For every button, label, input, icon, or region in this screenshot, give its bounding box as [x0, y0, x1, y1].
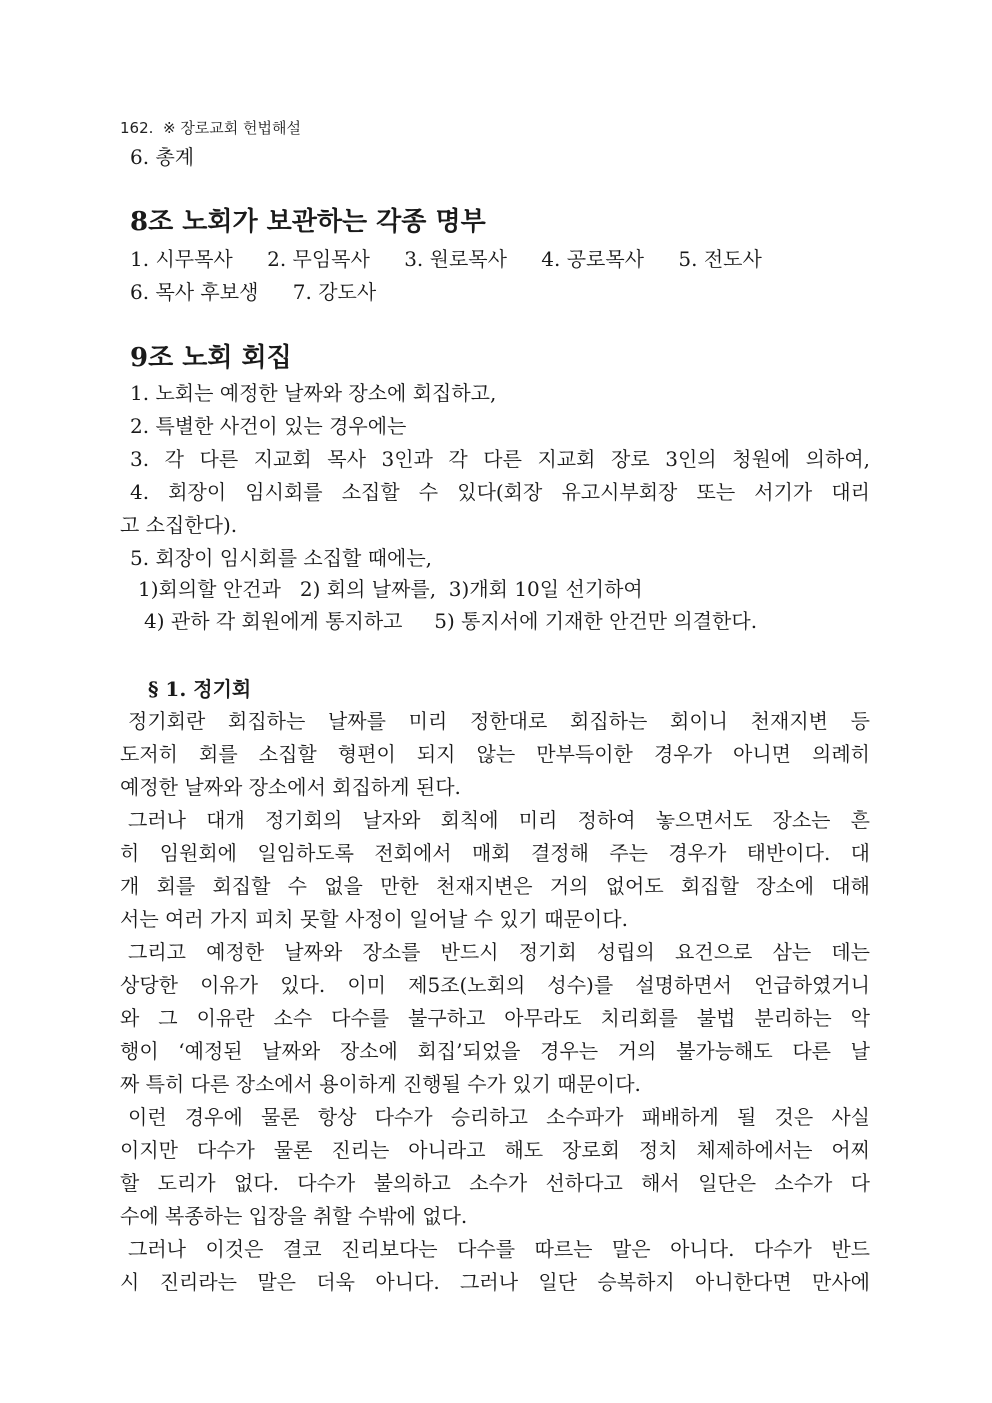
paragraph-line: 개 회를 회집할 수 없을 만한 천재지변은 거의 없어도 회집할 장소에 대해	[120, 874, 870, 898]
article9-line: 4) 관하 각 회원에게 통지하고 5) 통지서에 기재한 안건만 의결한다.	[144, 609, 758, 633]
article9-line: 1)회의할 안건과 2) 회의 날짜를, 3)개회 10일 선기하여	[138, 577, 643, 601]
article9-line: 2. 특별한 사건이 있는 경우에는	[130, 414, 407, 438]
paragraph-line: 서는 여러 가지 피치 못할 사정이 일어날 수 있기 때문이다.	[120, 907, 628, 931]
list-item: 6. 목사 후보생	[130, 280, 259, 304]
paragraph-line: 상당한 이유가 있다. 이미 제5조(노회의 성수)를 설명하면서 언급하였거니	[120, 973, 870, 997]
book-title: 장로교회 헌법해설	[180, 119, 302, 137]
paragraph-line: 와 그 이유란 소수 다수를 불구하고 아무라도 치리회를 불법 분리하는 악	[120, 1006, 870, 1030]
intro-item: 6. 총계	[130, 145, 195, 169]
article8-items-row1	[130, 244, 880, 274]
list-item: 5. 전도사	[678, 247, 762, 271]
paragraph-line: 이런 경우에 물론 항상 다수가 승리하고 소수파가 패배하게 될 것은 사실	[128, 1105, 870, 1129]
paragraph-line: 그리고 예정한 날짜와 장소를 반드시 정기회 성립의 요건으로 삼는 데는	[128, 940, 870, 964]
article9-line: 3. 각 다른 지교회 목사 3인과 각 다른 지교회 장로 3인의 청원에 의하여,	[130, 447, 870, 471]
article9-heading: 9조 노회 회집	[130, 343, 292, 373]
paragraph-line: 그러나 이것은 결코 진리보다는 다수를 따르는 말은 아니다. 다수가 반드	[128, 1237, 870, 1261]
paragraph-line: 짜 특히 다른 장소에서 용이하게 진행될 수가 있기 때문이다.	[120, 1072, 641, 1096]
paragraph-line: 시 진리라는 말은 더욱 아니다. 그러나 일단 승복하지 아니한다면 만사에	[120, 1270, 870, 1294]
article9-line: 4. 회장이 임시회를 소집할 수 있다(회장 유고시부회장 또는 서기가 대리	[130, 480, 870, 504]
paragraph-line: 정기회란 회집하는 날짜를 미리 정한대로 회집하는 회이니 천재지변 등	[128, 709, 870, 733]
article8-items-row2	[130, 277, 880, 307]
paragraph-line: 행이 ‘예정된 날짜와 장소에 회집’되었을 경우는 거의 불가능해도 다른 날	[120, 1039, 870, 1063]
reference-mark-icon: ※	[162, 119, 176, 137]
paragraph-line: 이지만 다수가 물론 진리는 아니라고 해도 장로회 정치 체제하에서는 어찌	[120, 1138, 870, 1162]
list-item: 2. 무임목사	[267, 247, 370, 271]
page-header	[120, 118, 870, 138]
article9-line: 1. 노회는 예정한 날짜와 장소에 회집하고,	[130, 381, 497, 405]
article9-line: 고 소집한다).	[120, 513, 238, 537]
article9-line: 5. 회장이 임시회를 소집할 때에는,	[130, 546, 433, 570]
paragraph-line: 수에 복종하는 입장을 취할 수밖에 없다.	[120, 1204, 468, 1228]
list-item: 4. 공로목사	[541, 247, 645, 271]
page-number: 162.	[120, 119, 154, 137]
list-item: 3. 원로목사	[404, 247, 507, 271]
paragraph-line: 히 임원회에 일임하도록 전회에서 매회 결정해 주는 경우가 태반이다. 대	[120, 841, 870, 865]
article8-heading: 8조 노회가 보관하는 각종 명부	[130, 207, 486, 237]
list-item: 7. 강도사	[292, 280, 377, 304]
list-item: 1. 시무목사	[130, 247, 233, 271]
paragraph-line: 예정한 날짜와 장소에서 회집하게 된다.	[120, 775, 461, 799]
paragraph-line: 할 도리가 없다. 다수가 불의하고 소수가 선하다고 해서 일단은 소수가 다	[120, 1171, 870, 1195]
paragraph-line: 그러나 대개 정기회의 날자와 회칙에 미리 정하여 놓으면서도 장소는 흔	[128, 808, 870, 832]
section1-heading: § 1. 정기회	[148, 677, 252, 701]
paragraph-line: 도저히 회를 소집할 형편이 되지 않는 만부득이한 경우가 아니면 의례히	[120, 742, 870, 766]
